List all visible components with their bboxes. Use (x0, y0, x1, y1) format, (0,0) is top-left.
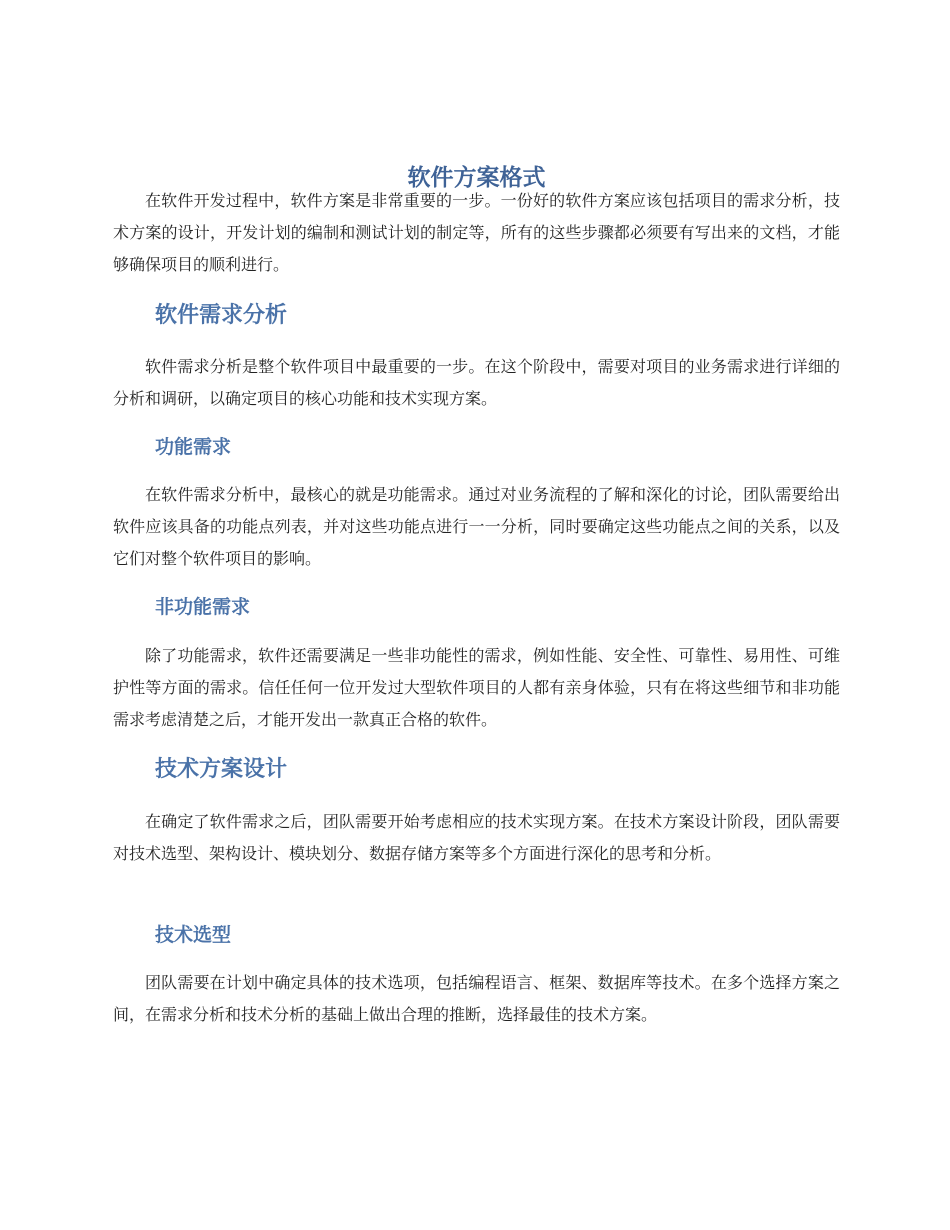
subsection-heading-tech-selection: 技术选型 (155, 924, 232, 946)
section-body-technical-design: 在确定了软件需求之后，团队需要开始考虑相应的技术实现方案。在技术方案设计阶段，团队需要对技术选型、架构设计、模块划分、数据存储方案等多个方面进行深化的思考和分析。 (113, 812, 840, 863)
subsection-body-nonfunctional: 除了功能需求，软件还需要满足一些非功能性的需求，例如性能、安全性、可靠性、易用性、可维护性等方面的需求。信任任何一位开发过大型软件项目的人都有亲身体验，只有在将这些细节和非功能需求考虑清楚之后，才能开发出一款真正合格的软件。 (113, 646, 840, 729)
document-title: 软件方案格式 (407, 165, 546, 192)
section-body-requirements: 软件需求分析是整个软件项目中最重要的一步。在这个阶段中，需要对项目的业务需求进行详细的分析和调研，以确定项目的核心功能和技术实现方案。 (113, 357, 840, 408)
intro-paragraph: 在软件开发过程中，软件方案是非常重要的一步。一份好的软件方案应该包括项目的需求分析，技术方案的设计，开发计划的编制和测试计划的制定等，所有的这些步骤都必须要有写出来的文档，才能够确保项目的顺利进行。 (113, 191, 840, 274)
subsection-body-functional: 在软件需求分析中，最核心的就是功能需求。通过对业务流程的了解和深化的讨论，团队需要给出软件应该具备的功能点列表，并对这些功能点进行一一分析，同时要确定这些功能点之间的关系，以及它们对整个软件项目的影响。 (113, 485, 840, 568)
section-heading-technical-design: 技术方案设计 (155, 757, 288, 782)
subsection-heading-functional: 功能需求 (155, 436, 232, 458)
subsection-heading-nonfunctional: 非功能需求 (155, 596, 251, 618)
subsection-body-tech-selection: 团队需要在计划中确定具体的技术选项，包括编程语言、框架、数据库等技术。在多个选择方案之间，在需求分析和技术分析的基础上做出合理的推断，选择最佳的技术方案。 (113, 973, 840, 1024)
section-heading-requirements: 软件需求分析 (155, 303, 288, 328)
